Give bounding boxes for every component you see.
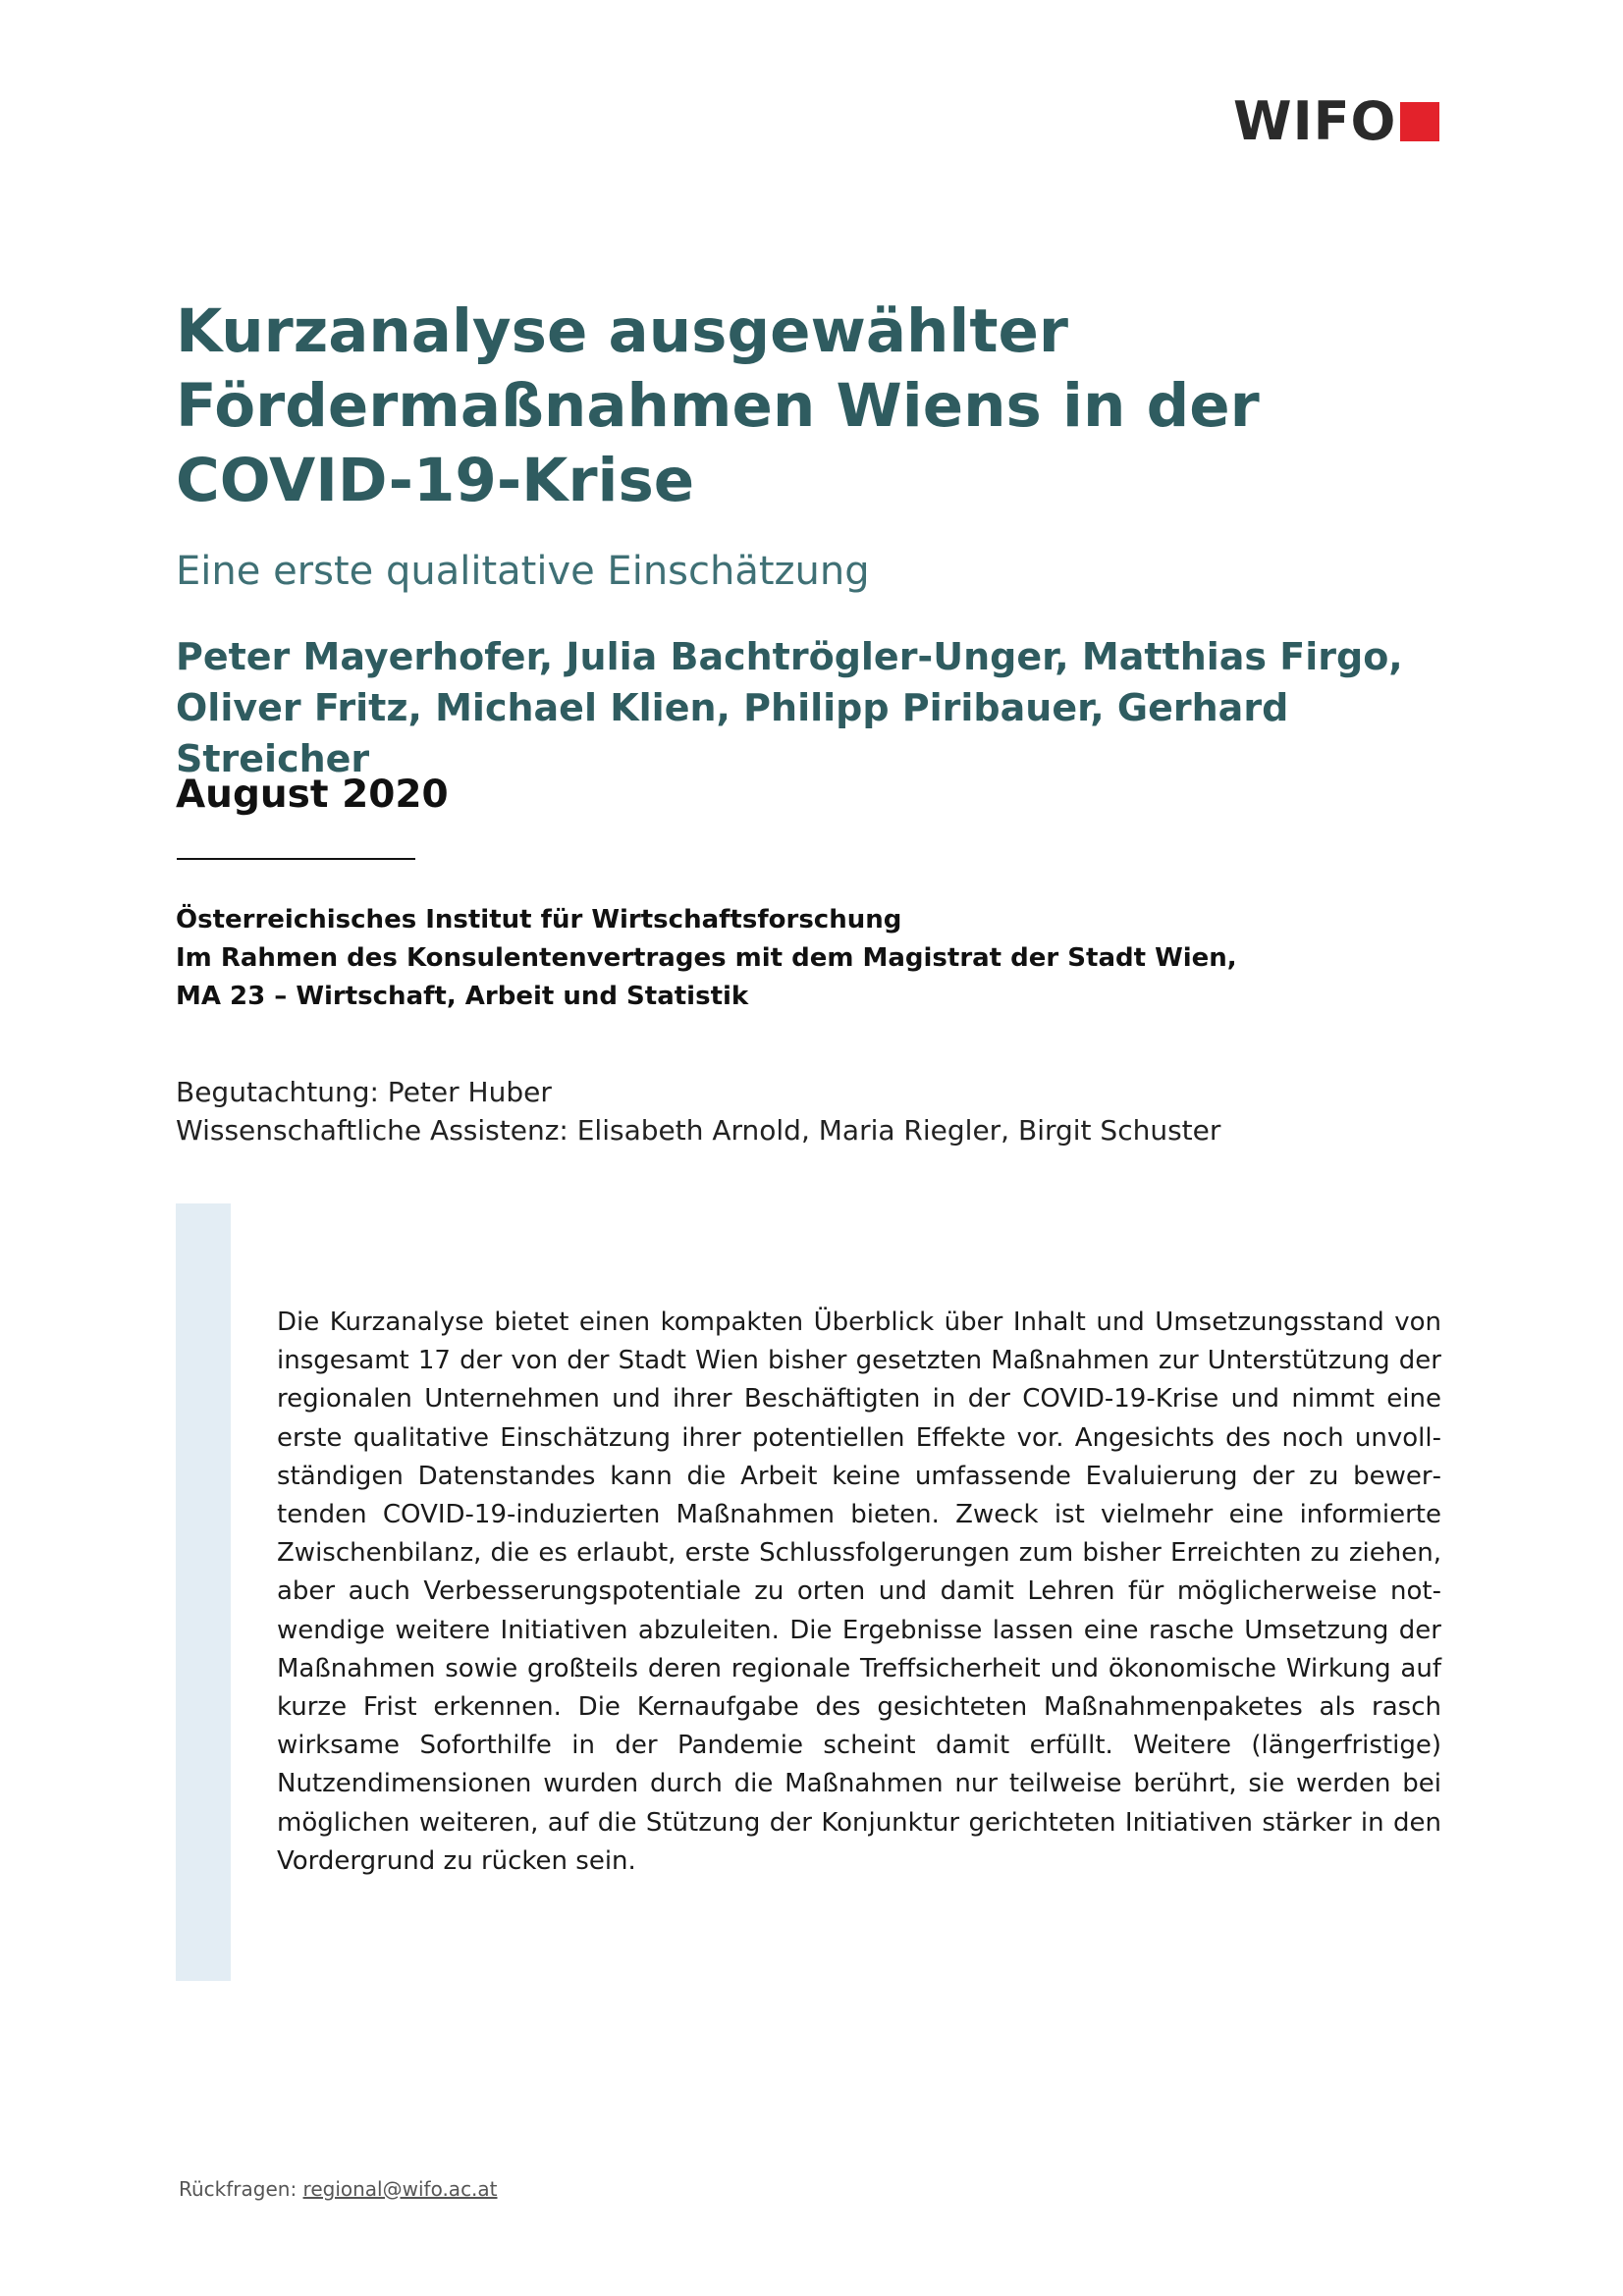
assistance-credit: Wissenschaftliche Assistenz: Elisabeth Arnold, Maria Riegler, Birgit Schuster bbox=[176, 1114, 1221, 1147]
document-subtitle: Eine erste qualitative Einschätzung bbox=[176, 549, 870, 594]
contract-line: Im Rahmen des Konsulentenvertrages mit dem Magistrat der Stadt Wien, bbox=[176, 943, 1237, 973]
contact-footer bbox=[179, 2175, 498, 2203]
document-title: Kurzanalyse ausgewählter Fördermaßnahmen Wiens in der COVID-19-Krise bbox=[176, 296, 1260, 515]
contact-label: Rückfragen: bbox=[179, 2177, 303, 2201]
abstract-accent-bar bbox=[176, 1203, 231, 1981]
divider-rule bbox=[177, 858, 415, 860]
institute-name: Österreichisches Institut für Wirtschaftsforschung bbox=[176, 905, 902, 934]
review-credit: Begutachtung: Peter Huber bbox=[176, 1076, 552, 1108]
institute-block bbox=[176, 901, 1354, 1016]
abstract-text: Die Kurzanalyse bietet einen kompakten Überblick über Inhalt und Umsetzungsstand von insgesamt 17 der von der Stadt Wien bisher gesetzten Maßnahmen zur Unterstützung der regionalen Unternehmen und ihrer Beschäftigten in der COVID-19-Krise und nimmt eine erste qualitative Einschätzung ihrer potentiellen Effekte vor. Angesichts des noch unvollständigen Datenstandes kann die Arbeit keine umfassende Evaluierung der zu bewertenden COVID-19-induzierten Maßnahmen bieten. Zweck ist vielmehr eine informierte Zwischenbilanz, die es erlaubt, erste Schlussfolgerungen zum bisher Erreichten zu ziehen, aber auch Verbesserungspotentiale zu orten und damit Lehren für möglicherweise notwendige weitere Initiativen abzuleiten. Die Ergebnisse lassen eine rasche Umsetzung der Maßnahmen sowie großteils deren regionale Treffsicherheit und ökonomische Wirkung auf kurze Frist erkennen. Die Kernaufgabe des gesichteten Maßnahmenpaketes als rasch wirksame Soforthilfe in der Pandemie scheint damit erfüllt. Weitere (längerfristige) Nutzendimensionen wurden durch die Maßnahmen nur teilweise berührt, sie werden bei möglichen weiteren, auf die Stützung der Konjunktur gerichteten Initiativen stärker in den Vordergrund zu rücken sein. bbox=[277, 1308, 1441, 1876]
contact-email-link[interactable]: regional@wifo.ac.at bbox=[302, 2177, 498, 2201]
logo-text: WIFO bbox=[1233, 90, 1397, 152]
logo-red-square bbox=[1400, 102, 1439, 141]
publication-date: August 2020 bbox=[176, 773, 449, 817]
credits-block bbox=[176, 1073, 1452, 1149]
wifo-logo bbox=[1233, 90, 1439, 152]
department-line: MA 23 – Wirtschaft, Arbeit und Statistik bbox=[176, 982, 749, 1011]
author-list: Peter Mayerhofer, Julia Bachtrögler-Unger, Matthias Firgo, Oliver Fritz, Michael Klien, Philipp Piribauer, Gerhard Streicher bbox=[176, 635, 1403, 780]
